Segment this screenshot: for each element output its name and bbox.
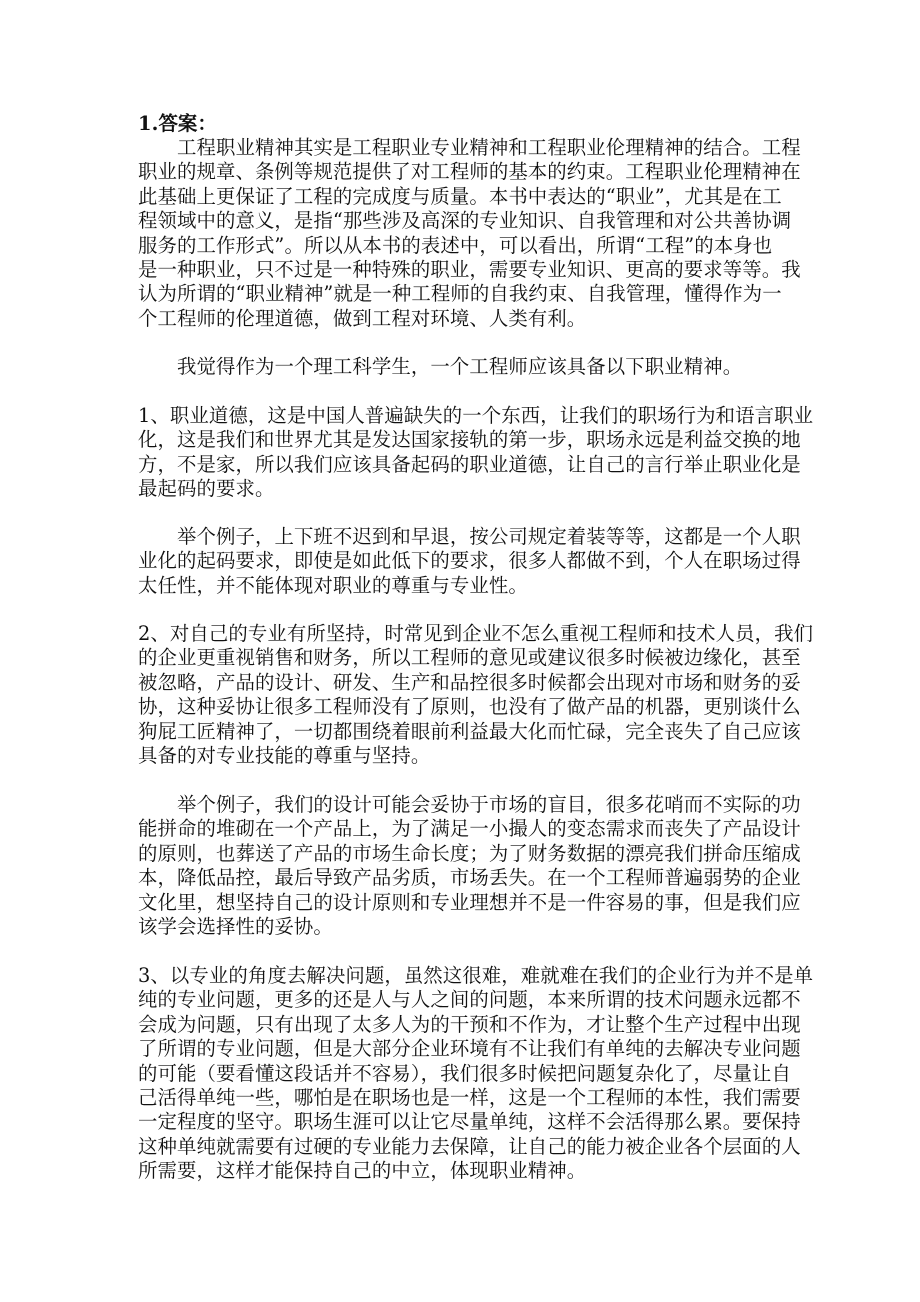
paragraph-example-1 [138, 525, 801, 598]
answer-heading: 1.答案： [138, 112, 217, 135]
text-line: 2、对自己的专业有所坚持，时常见到企业不怎么重视工程师和技术人员，我们 [138, 622, 814, 645]
text-line: 的可能（要看懂这段话并不容易），我们很多时候把问题复杂化了，尽量让自 [138, 1061, 791, 1085]
paragraph-intro [138, 136, 801, 331]
text-line: 认为所谓的“职业精神”就是一种工程师的自我约束、自我管理，懂得作为一 [138, 282, 782, 306]
text-line: 所需要，这样才能保持自己的中立，体现职业精神。 [138, 1159, 587, 1183]
text-line: 职业的规章、条例等规范提供了对工程师的基本的约束。工程职业伦理精神在 [138, 160, 801, 184]
text-line: 1、职业道德，这是中国人普遍缺失的一个东西，让我们的职场行为和语言职业 [138, 404, 814, 427]
text-line: 一定程度的坚守。职场生涯可以让它尽量单纯，这样不会活得那么累。要保持 [138, 1110, 801, 1134]
text-line: 3、以专业的角度去解决问题，虽然这很难，难就难在我们的企业行为并不是单 [138, 964, 814, 987]
text-line: 服务的工作形式”。所以从本书的表述中，可以看出，所谓“工程”的本身也 [138, 233, 773, 257]
text-line: 了所谓的专业问题，但是大部分企业环境有不让我们有单纯的去解决专业问题 [138, 1037, 801, 1061]
text-line: 文化里，想坚持自己的设计原则和专业理想并不是一件容易的事，但是我们应 [138, 890, 801, 914]
text-line: 本，降低品控，最后导致产品劣质，市场丢失。在一个工程师普遍弱势的企业 [138, 866, 801, 890]
paragraph-example-2 [138, 793, 801, 939]
paragraph-statement [138, 355, 798, 379]
text-line: 己活得单纯一些，哪怕是在职场也是一样，这是一个工程师的本性，我们需要 [138, 1085, 801, 1109]
answer-heading-block [138, 112, 798, 136]
text-line: 个工程师的伦理道德，做到工程对环境、人类有利。 [138, 306, 587, 330]
text-line: 该学会选择性的妥协。 [138, 914, 333, 938]
text-line: 纯的专业问题，更多的还是人与人之间的问题，本来所谓的技术问题永远都不 [138, 988, 801, 1012]
text-line: 工程职业精神其实是工程职业专业精神和工程职业伦理精神的结合。工程 [177, 136, 801, 159]
paragraph-point-3 [138, 964, 814, 1184]
text-line: 化，这是我们和世界尤其是发达国家接轨的第一步，职场永远是利益交换的地 [138, 428, 801, 452]
text-line: 的原则，也葬送了产品的市场生命长度；为了财务数据的漂亮我们拼命压缩成 [138, 841, 801, 865]
text-line: 会成为问题，只有出现了太多人为的干预和不作为，才让整个生产过程中出现 [138, 1012, 801, 1036]
text-line: 方，不是家，所以我们应该具备起码的职业道德，让自己的言行举止职业化是 [138, 452, 801, 476]
text-line: 这种单纯就需要有过硬的专业能力去保障，让自己的能力被企业各个层面的人 [138, 1134, 801, 1158]
text-line: 协，这种妥协让很多工程师没有了原则，也没有了做产品的机器，更别谈什么 [138, 695, 801, 719]
text-line: 举个例子，上下班不迟到和早退，按公司规定着装等等，这都是一个人职 [177, 525, 801, 548]
text-line: 的企业更重视销售和财务，所以工程师的意见或建议很多时候被边缘化，甚至 [138, 646, 801, 670]
text-line: 最起码的要求。 [138, 477, 275, 501]
text-line: 是一种职业，只不过是一种特殊的职业，需要专业知识、更高的要求等等。我 [138, 257, 801, 281]
text-line: 狗屁工匠精神了，一切都围绕着眼前利益最大化而忙碌，完全丧失了自己应该 [138, 719, 801, 743]
text-line: 我觉得作为一个理工科学生，一个工程师应该具备以下职业精神。 [177, 355, 743, 378]
text-line: 具备的对专业技能的尊重与坚持。 [138, 743, 431, 767]
text-line: 能拼命的堆砌在一个产品上，为了满足一小撮人的变态需求而丧失了产品设计 [138, 817, 801, 841]
text-line: 此基础上更保证了工程的完成度与质量。本书中表达的“职业”，尤其是在工 [138, 184, 782, 208]
text-line: 业化的起码要求，即使是如此低下的要求，很多人都做不到，个人在职场过得 [138, 549, 801, 573]
text-line: 被忽略，产品的设计、研发、生产和品控很多时候都会出现对市场和财务的妥 [138, 670, 801, 694]
paragraph-point-2 [138, 622, 814, 768]
text-line: 举个例子，我们的设计可能会妥协于市场的盲目，很多花哨而不实际的功 [177, 793, 801, 816]
text-line: 程领域中的意义，是指“那些涉及高深的专业知识、自我管理和对公共善协调 [138, 209, 792, 233]
text-line: 太任性，并不能体现对职业的尊重与专业性。 [138, 573, 528, 597]
paragraph-point-1 [138, 404, 814, 502]
